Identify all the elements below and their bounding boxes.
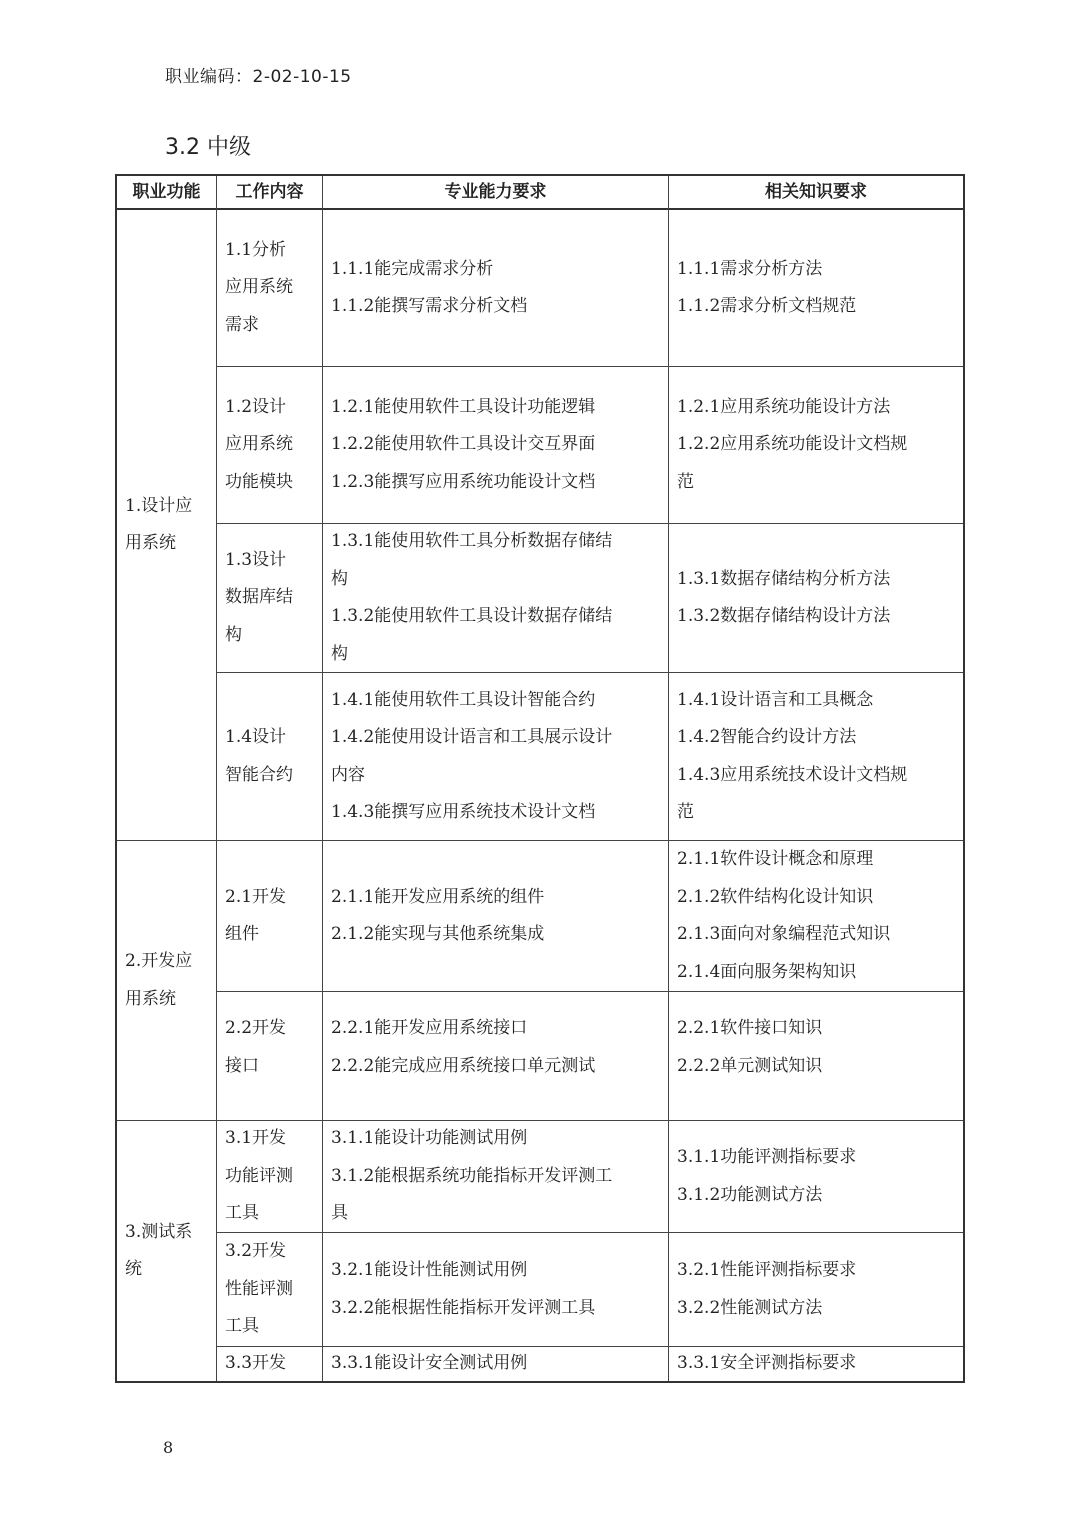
knowledge-line: 3.3.1安全评测指标要求 xyxy=(677,1353,857,1374)
knowledge-line: 1.1.1需求分析方法 xyxy=(677,258,823,279)
content-cell xyxy=(217,367,322,523)
page-number: 8 xyxy=(163,1438,174,1457)
content-line: 组件 xyxy=(225,924,259,944)
knowledge-line: 1.1.2需求分析文档规范 xyxy=(677,296,857,316)
ability-line: 1.1.1能完成需求分析 xyxy=(331,258,494,279)
ability-cell xyxy=(323,1121,668,1232)
content-line: 应用系统 xyxy=(225,277,293,298)
ability-line: 2.2.2能完成应用系统接口单元测试 xyxy=(331,1055,596,1076)
content-line: 2.1开发 xyxy=(225,886,287,907)
content-line: 构 xyxy=(225,624,242,645)
knowledge-line: 范 xyxy=(677,471,694,492)
content-line: 应用系统 xyxy=(225,434,293,455)
ability-cell xyxy=(323,1233,668,1346)
ability-line: 具 xyxy=(331,1203,348,1224)
ability-line: 1.4.1能使用软件工具设计智能合约 xyxy=(331,689,596,710)
ability-line: 1.4.3能撰写应用系统技术设计文档 xyxy=(331,802,596,822)
content-line: 1.2设计 xyxy=(225,396,287,417)
function-cell xyxy=(117,210,216,840)
function-line: 统 xyxy=(125,1259,142,1279)
knowledge-line: 3.1.2功能测试方法 xyxy=(677,1184,823,1205)
function-line: 用系统 xyxy=(125,533,176,553)
content-line: 1.4设计 xyxy=(225,727,287,747)
content-line: 3.1开发 xyxy=(225,1128,287,1149)
content-cell xyxy=(217,673,322,840)
ability-line: 构 xyxy=(331,643,348,664)
ability-cell xyxy=(323,1347,668,1381)
knowledge-line: 2.2.2单元测试知识 xyxy=(677,1055,823,1076)
content-cell xyxy=(217,1233,322,1346)
content-cell xyxy=(217,841,322,991)
section-title: 3.2 中级 xyxy=(165,135,251,160)
header-ability: 专业能力要求 xyxy=(444,182,547,202)
content-cell xyxy=(217,1347,322,1381)
knowledge-line: 1.4.3应用系统技术设计文档规 xyxy=(677,764,908,785)
function-line: 3.测试系 xyxy=(125,1221,193,1242)
ability-line: 1.3.2能使用软件工具设计数据存储结 xyxy=(331,606,613,626)
knowledge-cell xyxy=(669,524,963,672)
function-cell xyxy=(117,841,216,1120)
ability-line: 1.2.3能撰写应用系统功能设计文档 xyxy=(331,471,596,492)
ability-line: 内容 xyxy=(331,764,365,785)
knowledge-cell xyxy=(669,992,963,1120)
content-line: 智能合约 xyxy=(225,764,293,785)
knowledge-line: 2.1.3面向对象编程范式知识 xyxy=(677,924,891,944)
ability-line: 构 xyxy=(331,568,348,589)
content-cell xyxy=(217,524,322,672)
content-line: 数据库结 xyxy=(225,587,293,608)
knowledge-line: 2.2.1软件接口知识 xyxy=(677,1018,823,1038)
content-line: 需求 xyxy=(225,314,259,335)
ability-line: 1.3.1能使用软件工具分析数据存储结 xyxy=(331,531,613,551)
header-knowledge: 相关知识要求 xyxy=(765,182,867,202)
content-line: 功能模块 xyxy=(225,471,293,492)
knowledge-cell xyxy=(669,1121,963,1232)
content-line: 2.2开发 xyxy=(225,1018,287,1038)
ability-cell xyxy=(323,367,668,523)
ability-line: 3.2.2能根据性能指标开发评测工具 xyxy=(331,1297,596,1318)
knowledge-line: 2.1.4面向服务架构知识 xyxy=(677,961,857,982)
ability-line: 1.2.1能使用软件工具设计功能逻辑 xyxy=(331,396,596,417)
knowledge-line: 2.1.1软件设计概念和原理 xyxy=(677,849,874,869)
ability-cell xyxy=(323,992,668,1120)
knowledge-line: 1.2.1应用系统功能设计方法 xyxy=(677,396,891,417)
function-line: 2.开发应 xyxy=(125,951,193,971)
knowledge-line: 3.2.1性能评测指标要求 xyxy=(677,1260,857,1280)
content-line: 3.2开发 xyxy=(225,1241,287,1262)
header-function: 职业功能 xyxy=(132,182,201,202)
function-cell xyxy=(117,1121,216,1381)
competency-table xyxy=(115,174,965,1383)
content-line: 接口 xyxy=(225,1055,259,1076)
knowledge-cell xyxy=(669,673,963,840)
ability-line: 3.3.1能设计安全测试用例 xyxy=(331,1353,528,1374)
content-line: 性能评测 xyxy=(225,1278,293,1299)
knowledge-line: 3.1.1功能评测指标要求 xyxy=(677,1147,857,1167)
knowledge-cell xyxy=(669,1233,963,1346)
content-line: 工具 xyxy=(225,1203,259,1224)
content-line: 功能评测 xyxy=(225,1165,293,1186)
ability-cell xyxy=(323,210,668,366)
ability-cell xyxy=(323,673,668,840)
content-line: 1.3设计 xyxy=(225,549,287,570)
ability-cell xyxy=(323,524,668,672)
function-line: 1.设计应 xyxy=(125,495,193,516)
ability-line: 3.1.1能设计功能测试用例 xyxy=(331,1128,528,1149)
knowledge-line: 1.2.2应用系统功能设计文档规 xyxy=(677,434,908,455)
content-line: 3.3开发 xyxy=(225,1353,287,1374)
knowledge-line: 1.4.2智能合约设计方法 xyxy=(677,727,857,747)
ability-line: 1.1.2能撰写需求分析文档 xyxy=(331,296,528,316)
content-cell xyxy=(217,210,322,366)
knowledge-line: 1.4.1设计语言和工具概念 xyxy=(677,689,874,710)
content-line: 1.1分析 xyxy=(225,239,287,260)
ability-line: 2.1.1能开发应用系统的组件 xyxy=(331,886,545,907)
knowledge-line: 范 xyxy=(677,802,694,822)
knowledge-line: 2.1.2软件结构化设计知识 xyxy=(677,886,874,907)
knowledge-line: 1.3.2数据存储结构设计方法 xyxy=(677,606,891,626)
content-line: 工具 xyxy=(225,1316,259,1337)
ability-line: 2.2.1能开发应用系统接口 xyxy=(331,1018,528,1038)
ability-line: 1.2.2能使用软件工具设计交互界面 xyxy=(331,434,596,455)
knowledge-cell xyxy=(669,367,963,523)
content-cell xyxy=(217,992,322,1120)
ability-line: 3.1.2能根据系统功能指标开发评测工 xyxy=(331,1165,613,1186)
knowledge-cell xyxy=(669,841,963,991)
ability-line: 3.2.1能设计性能测试用例 xyxy=(331,1260,528,1280)
occupation-code: 职业编码：2-02-10-15 xyxy=(165,67,352,87)
function-line: 用系统 xyxy=(125,988,176,1009)
ability-line: 2.1.2能实现与其他系统集成 xyxy=(331,924,545,944)
knowledge-cell xyxy=(669,1347,963,1381)
header-content: 工作内容 xyxy=(235,182,304,202)
knowledge-cell xyxy=(669,210,963,366)
ability-cell xyxy=(323,841,668,991)
ability-line: 1.4.2能使用设计语言和工具展示设计 xyxy=(331,727,613,747)
knowledge-line: 1.3.1数据存储结构分析方法 xyxy=(677,568,891,589)
content-cell xyxy=(217,1121,322,1232)
knowledge-line: 3.2.2性能测试方法 xyxy=(677,1297,823,1318)
